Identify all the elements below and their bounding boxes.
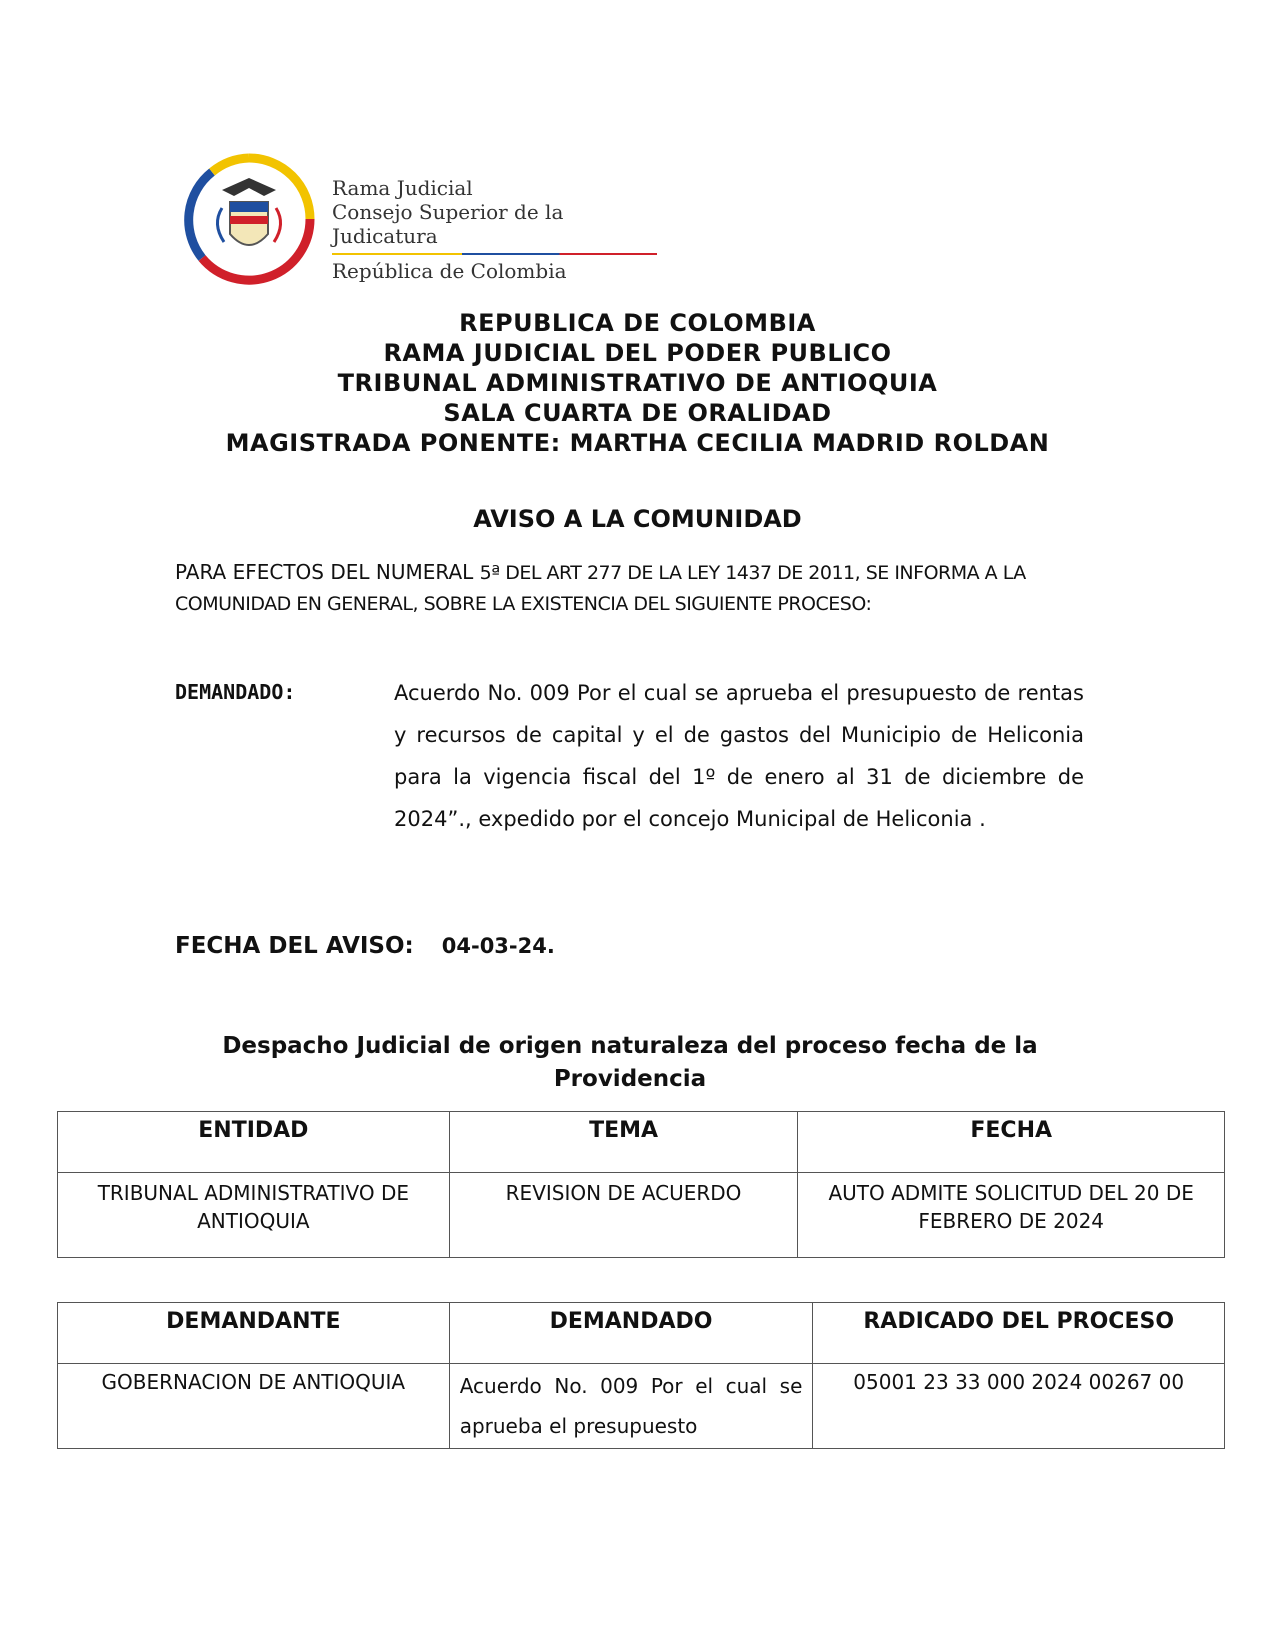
- despacho-line-2: Providencia: [553, 1066, 707, 1092]
- despacho-line-1: Despacho Judicial de origen naturaleza del proceso fecha de la: [222, 1033, 1038, 1059]
- table-row: [58, 1364, 1225, 1449]
- fecha-value: 04-03-24.: [441, 934, 555, 958]
- header-line-2: RAMA JUDICIAL DEL PODER PUBLICO: [383, 339, 892, 367]
- notice-intro: [175, 557, 1095, 619]
- intro-part-c: COMUNIDAD EN GENERAL, SOBRE LA EXISTENCIA DEL SIGUIENTE PROCESO:: [175, 593, 872, 615]
- table-header-entidad: ENTIDAD: [58, 1112, 450, 1173]
- intro-part-a: PARA EFECTOS DEL NUMERAL: [175, 560, 474, 584]
- cell-demandante: GOBERNACION DE ANTIOQUIA: [58, 1364, 450, 1449]
- logo-line-republica: República de Colombia: [332, 259, 567, 283]
- document-header: [0, 308, 1275, 458]
- logo-line-consejo: Consejo Superior de la Judicatura: [332, 200, 564, 248]
- partes-table: [57, 1302, 1225, 1449]
- header-line-3: TRIBUNAL ADMINISTRATIVO DE ANTIOQUIA: [337, 369, 938, 397]
- notice-title: AVISO A LA COMUNIDAD: [473, 505, 802, 533]
- cell-tema: REVISION DE ACUERDO: [449, 1173, 798, 1258]
- cell-entidad: TRIBUNAL ADMINISTRATIVO DE ANTIOQUIA: [58, 1173, 450, 1258]
- table-header-demandante: DEMANDANTE: [58, 1303, 450, 1364]
- entidad-table: [57, 1111, 1225, 1258]
- header-line-4: SALA CUARTA DE ORALIDAD: [443, 399, 832, 427]
- logo-text: [332, 176, 662, 283]
- fecha-aviso: [175, 933, 555, 959]
- colombia-coat-of-arms-icon: [182, 152, 317, 287]
- intro-part-b: 5ª DEL ART 277 DE LA LEY 1437 DE 2011, SE INFORMA A LA: [479, 562, 1026, 584]
- cell-radicado: 05001 23 33 000 2024 00267 00: [813, 1364, 1225, 1449]
- table-header-demandado: DEMANDADO: [449, 1303, 813, 1364]
- table-row: [58, 1173, 1225, 1258]
- fecha-label: FECHA DEL AVISO:: [175, 933, 414, 959]
- demandado-label: DEMANDADO:: [175, 680, 296, 704]
- header-line-1: REPUBLICA DE COLOMBIA: [459, 309, 816, 337]
- logo-line-rama: Rama Judicial: [332, 176, 473, 200]
- cell-fecha: AUTO ADMITE SOLICITUD DEL 20 DE FEBRERO DE 2024: [798, 1173, 1225, 1258]
- table-header-radicado: RADICADO DEL PROCESO: [813, 1303, 1225, 1364]
- demandado-text: Acuerdo No. 009 Por el cual se aprueba el presupuesto de rentas y recursos de capital y el de gastos del Municipio de Heliconia para la vigencia fiscal del 1º de enero al 31 de diciembre de 2024”., expedido por el concejo Municipal de Heliconia .: [394, 681, 1084, 831]
- table-header-tema: TEMA: [449, 1112, 798, 1173]
- table-header-fecha: FECHA: [798, 1112, 1225, 1173]
- logo: [182, 152, 662, 292]
- header-line-5: MAGISTRADA PONENTE: MARTHA CECILIA MADRID ROLDAN: [225, 429, 1050, 457]
- logo-tricolor-rule: [332, 253, 657, 255]
- despacho-heading: [190, 1030, 1070, 1096]
- cell-demandado: Acuerdo No. 009 Por el cual se aprueba el presupuesto: [449, 1364, 813, 1449]
